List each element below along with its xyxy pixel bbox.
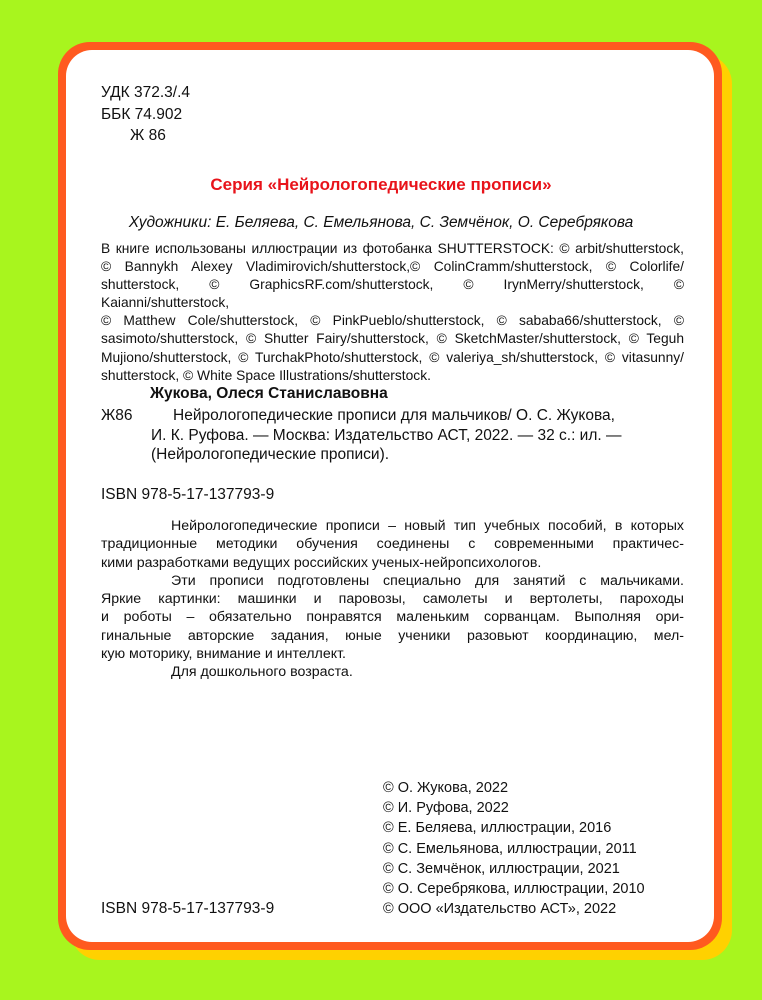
annotation-line: Нейрологопедические прописи – новый тип учебных пособий, в которых <box>171 518 684 534</box>
photo-credit-line: В книге использованы иллюстрации из фотобанка SHUTTERSTOCK: © arbit/shutterstock, <box>101 241 684 256</box>
copyright-line: © И. Руфова, 2022 <box>383 800 509 817</box>
photo-credit-line: © Matthew Cole/shutterstock, © PinkPueblo/shutterstock, © sababa66/shutterstock, © <box>101 313 684 329</box>
annotation-line: гинальные авторские задания, юные ученики разовьют координацию, мел- <box>101 627 684 644</box>
photo-credit-line: shutterstock, © White Space Illustrations/shutterstock. <box>101 367 431 383</box>
annotation-line: традиционные методики обучения соединены с современными практичес- <box>101 536 684 553</box>
bibliography-mark: Ж86 <box>101 407 133 424</box>
annotation-line: Для дошкольного возраста. <box>171 664 353 681</box>
annotation-line: Эти прописи подготовлены специально для занятий с мальчиками. <box>171 572 684 589</box>
photo-credit-line: © Bannykh Alexey Vladimirovich/shutterstock,© ColinCramm/shutterstock, © Colorlife/ <box>101 259 684 275</box>
bbk-code: ББК 74.902 <box>101 106 183 123</box>
annotation-line: и роботы – обязательно понравятся маленьким сорванцам. Выполняя ори- <box>101 609 684 626</box>
bibliography-author: Жукова, Олеся Станиславовна <box>150 385 388 402</box>
artists-credit: Художники: Е. Беляева, С. Емельянова, С. Земчёнок, О. Серебрякова <box>128 214 634 231</box>
series-title: Серия «Нейрологопедические прописи» <box>210 175 552 194</box>
copyright-line: © Е. Беляева, иллюстрации, 2016 <box>383 820 612 837</box>
isbn-top: ISBN 978-5-17-137793-9 <box>101 486 275 503</box>
copyright-line: © ООО «Издательство АСТ», 2022 <box>383 901 617 918</box>
annotation-line: Яркие картинки: машинки и паровозы, самолеты и вертолеты, пароходы <box>101 591 684 608</box>
copyright-line: © С. Земчёнок, иллюстрации, 2021 <box>383 860 620 877</box>
copyright-line: © С. Емельянова, иллюстрации, 2011 <box>383 840 637 857</box>
bibliography-line: (Нейрологопедические прописи). <box>151 446 390 463</box>
annotation <box>101 517 684 682</box>
photo-credits <box>101 240 684 385</box>
bibliography-line: И. К. Руфова. — Москва: Издательство АСТ, 2022. — 32 с.: ил. — <box>151 427 622 444</box>
author-mark: Ж 86 <box>130 127 166 144</box>
copyright-line: © О. Жукова, 2022 <box>383 780 509 796</box>
annotation-line: кими разработками ведущих российских ученых-нейропсихологов. <box>101 554 542 571</box>
photo-credit-line: shutterstock, © GraphicsRF.com/shutterstock, © IrynMerry/shutterstock, © Kaianni/shutterstock, <box>101 277 684 311</box>
isbn-bottom: ISBN 978-5-17-137793-9 <box>101 900 275 917</box>
photo-credit-line: sasimoto/shutterstock, © Shutter Fairy/shutterstock, © SketchMaster/shutterstock, © Teguh <box>101 331 684 347</box>
copyright-line: © О. Серебрякова, иллюстрации, 2010 <box>383 881 645 898</box>
annotation-line: кую моторику, внимание и интеллект. <box>101 646 346 663</box>
copyright-block <box>383 778 645 919</box>
udk-code: УДК 372.3/.4 <box>101 84 191 101</box>
photo-credit-line: Mujiono/shutterstock, © TurchakPhoto/shutterstock, © valeriya_sh/shutterstock, © vitasunny/ <box>101 349 684 365</box>
bibliography-line: Нейрологопедические прописи для мальчиков/ О. С. Жукова, <box>173 407 615 424</box>
